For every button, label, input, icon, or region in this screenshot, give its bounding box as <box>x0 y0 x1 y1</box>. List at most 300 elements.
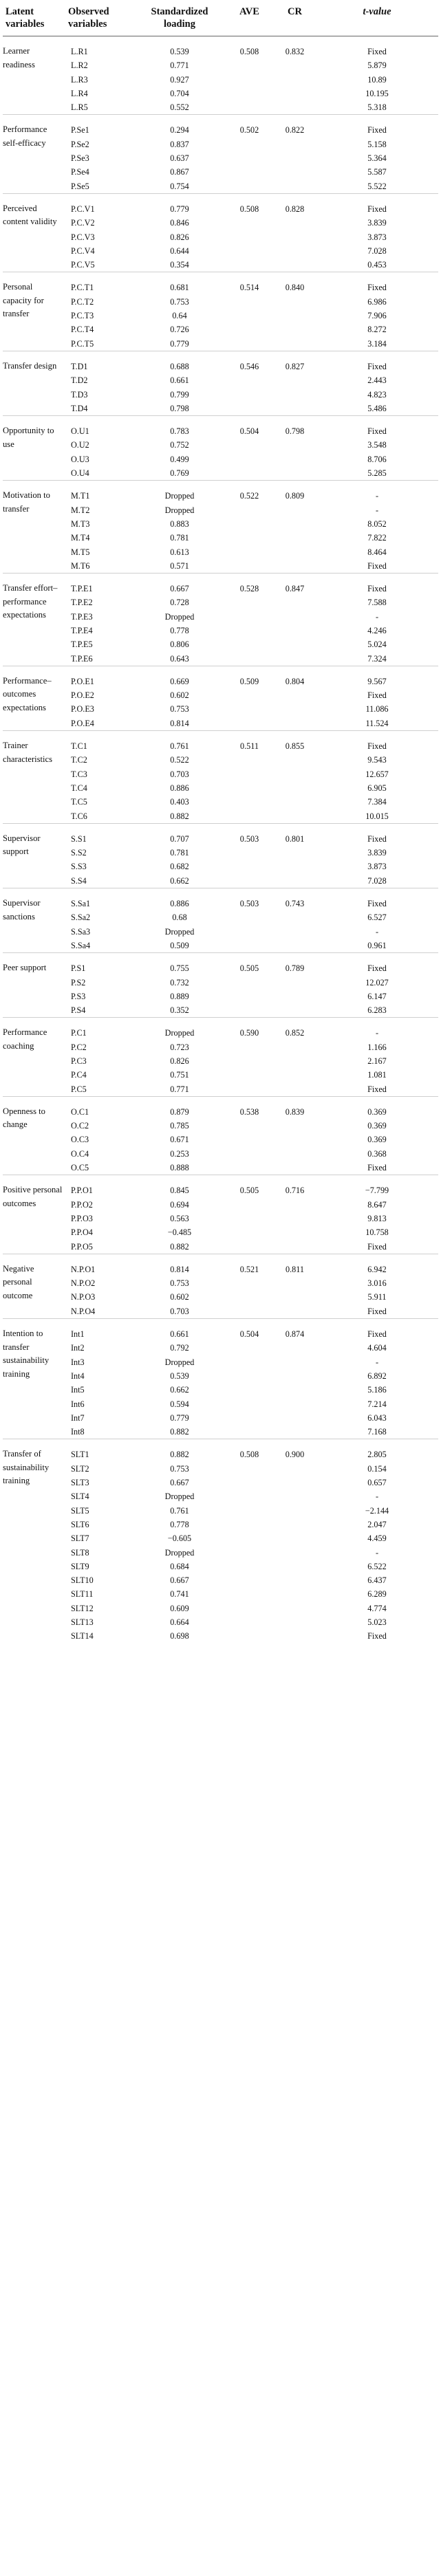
cr-value <box>274 1133 316 1146</box>
table-row <box>3 1587 438 1601</box>
table-row <box>3 179 438 194</box>
t-value: 7.028 <box>367 875 387 886</box>
ave-value <box>225 138 274 151</box>
observed-variable: P.C.V4 <box>71 245 95 256</box>
table-row <box>3 624 438 637</box>
table-row <box>3 58 438 72</box>
standardized-loading: 0.664 <box>170 1617 189 1627</box>
observed-variable: L.R2 <box>71 61 88 71</box>
ave-value <box>225 216 274 230</box>
ave-value <box>225 1504 274 1518</box>
observed-variable: P.C.T5 <box>71 338 94 349</box>
observed-variable: SLT2 <box>71 1463 89 1474</box>
table-row <box>3 1504 438 1518</box>
observed-variable: T.C2 <box>71 755 87 765</box>
t-value: Fixed <box>367 47 387 56</box>
table-row <box>3 1305 438 1319</box>
cr-value: 0.874 <box>285 1329 305 1340</box>
cr-value <box>274 976 316 990</box>
table-row <box>3 373 438 387</box>
t-value: Fixed <box>367 1306 387 1316</box>
cr-value <box>274 1518 316 1531</box>
ave-value: 0.514 <box>239 283 259 293</box>
observed-variable: T.P.E3 <box>71 611 93 622</box>
t-value: - <box>375 1492 379 1502</box>
standardized-loading: 0.563 <box>170 1213 189 1223</box>
t-value: 6.043 <box>367 1412 387 1423</box>
cr-value <box>274 517 316 531</box>
t-value: 5.364 <box>367 153 387 164</box>
ave-value <box>225 1198 274 1212</box>
table-row <box>3 809 438 824</box>
standardized-loading: −0.605 <box>167 1533 192 1544</box>
standardized-loading: 0.499 <box>170 454 189 464</box>
table-row <box>3 1546 438 1560</box>
cr-value: 0.840 <box>285 283 305 293</box>
observed-variable: P.Se4 <box>71 167 89 177</box>
ave-value <box>225 1054 274 1068</box>
ave-value <box>225 1225 274 1239</box>
observed-variable: T.D1 <box>71 361 88 371</box>
observed-variable: SLT5 <box>71 1505 89 1516</box>
table-row <box>3 517 438 531</box>
cr-value <box>274 767 316 781</box>
ave-value <box>225 1276 274 1290</box>
observed-variable: SLT14 <box>71 1631 94 1641</box>
cr-value <box>274 1531 316 1545</box>
observed-variable: O.U3 <box>71 454 89 464</box>
ave-value <box>225 874 274 888</box>
standardized-loading: 0.886 <box>170 783 189 793</box>
standardized-loading: 0.826 <box>170 232 189 242</box>
table-row <box>3 1489 438 1503</box>
table-row <box>3 323 438 336</box>
standardized-loading: 0.883 <box>170 519 189 529</box>
table-row <box>3 753 438 767</box>
latent-variable-name: Opportunity to use <box>3 426 54 449</box>
cr-value <box>274 402 316 416</box>
table-row <box>3 888 438 911</box>
cr-value <box>274 1147 316 1161</box>
cr-value: 0.855 <box>285 741 305 752</box>
t-value: 11.524 <box>365 718 389 728</box>
cr-value <box>274 1341 316 1355</box>
ave-value: 0.505 <box>239 1186 259 1196</box>
standardized-loading: 0.552 <box>170 102 189 113</box>
ave-value: 0.508 <box>239 1450 259 1460</box>
ave-value: 0.504 <box>239 1329 259 1340</box>
standardized-loading: 0.704 <box>170 88 189 98</box>
ave-value <box>225 1003 274 1018</box>
cr-value <box>274 244 316 258</box>
ave-value <box>225 100 274 115</box>
cr-value <box>274 58 316 72</box>
ave-value <box>225 624 274 637</box>
cr-value <box>274 1068 316 1082</box>
standardized-loading: 0.522 <box>170 755 189 765</box>
table-row <box>3 138 438 151</box>
table-row <box>3 87 438 100</box>
standardized-loading: Dropped <box>164 1492 195 1502</box>
ave-value <box>225 860 274 873</box>
table-row <box>3 272 438 295</box>
observed-variable: M.T1 <box>71 491 90 501</box>
standardized-loading: 0.741 <box>170 1589 189 1600</box>
t-value: 6.289 <box>367 1589 387 1600</box>
ave-value <box>225 337 274 351</box>
table-row <box>3 823 438 846</box>
standardized-loading: 0.779 <box>170 1412 189 1423</box>
standardized-loading: 0.294 <box>170 125 189 135</box>
table-row <box>3 637 438 651</box>
t-value: 6.986 <box>367 296 387 307</box>
observed-variable: T.P.E4 <box>71 625 93 635</box>
ave-value <box>225 466 274 481</box>
table-row <box>3 73 438 87</box>
cr-value: 0.804 <box>285 676 305 686</box>
standardized-loading: 0.637 <box>170 153 189 164</box>
cr-value <box>274 717 316 731</box>
ave-value <box>225 503 274 517</box>
ave-value <box>225 1355 274 1369</box>
standardized-loading: 0.667 <box>170 1478 189 1488</box>
standardized-loading: Dropped <box>164 611 195 622</box>
t-value: 10.89 <box>367 74 387 85</box>
table-row <box>3 36 438 59</box>
table-row <box>3 1082 438 1097</box>
observed-variable: O.U4 <box>71 468 89 479</box>
ave-value <box>225 323 274 336</box>
cr-value <box>274 795 316 809</box>
table-row <box>3 781 438 795</box>
cr-value <box>274 1225 316 1239</box>
table-row <box>3 1462 438 1476</box>
t-value: 8.272 <box>367 325 387 335</box>
ave-value <box>225 1212 274 1225</box>
t-value: 3.873 <box>367 862 387 872</box>
ave-value <box>225 1133 274 1146</box>
t-value: 9.543 <box>367 755 387 765</box>
observed-variable: P.O.E4 <box>71 718 94 728</box>
cr-value <box>274 925 316 939</box>
cr-value <box>274 753 316 767</box>
standardized-loading: 0.769 <box>170 468 189 479</box>
t-value: 6.905 <box>367 783 387 793</box>
t-value: 5.285 <box>367 468 387 479</box>
standardized-loading: 0.602 <box>170 1292 189 1302</box>
ave-value <box>225 910 274 924</box>
table-row <box>3 481 438 503</box>
standardized-loading: 0.661 <box>170 375 189 386</box>
observed-variable: O.C3 <box>71 1135 89 1145</box>
ave-value <box>225 795 274 809</box>
standardized-loading: 0.882 <box>170 1241 189 1252</box>
standardized-loading: 0.778 <box>170 1519 189 1529</box>
t-value: Fixed <box>367 833 387 844</box>
table-row <box>3 910 438 924</box>
observed-variable: M.T2 <box>71 505 90 515</box>
table-row <box>3 596 438 609</box>
cr-value <box>274 702 316 716</box>
t-value: 3.184 <box>367 338 387 349</box>
t-value: 6.283 <box>367 1005 387 1016</box>
table-row <box>3 1096 438 1119</box>
standardized-loading: 0.661 <box>170 1329 189 1340</box>
cr-value <box>274 910 316 924</box>
standardized-loading: 0.889 <box>170 991 189 1001</box>
standardized-loading: 0.845 <box>170 1186 189 1196</box>
cr-value <box>274 1383 316 1397</box>
ave-value: 0.522 <box>239 491 259 501</box>
ave-value <box>225 179 274 194</box>
observed-variable: S.Sa2 <box>71 913 91 923</box>
table-row <box>3 151 438 165</box>
standardized-loading: 0.698 <box>170 1631 189 1641</box>
observed-variable: P.C3 <box>71 1056 87 1066</box>
standardized-loading: 0.539 <box>170 1371 189 1381</box>
ave-value <box>225 637 274 651</box>
cr-value <box>274 138 316 151</box>
t-value: 5.158 <box>367 139 387 149</box>
cr-value <box>274 1212 316 1225</box>
table-row <box>3 731 438 754</box>
t-value: 0.369 <box>367 1121 387 1131</box>
ave-value: 0.502 <box>239 125 259 135</box>
latent-variable-name: Peer support <box>3 963 47 973</box>
standardized-loading: Dropped <box>164 1028 195 1038</box>
ave-value <box>225 73 274 87</box>
observed-variable: P.Se3 <box>71 153 89 164</box>
observed-variable: P.C.T2 <box>71 296 94 307</box>
t-value: Fixed <box>367 1084 387 1094</box>
t-value: 7.214 <box>367 1399 387 1409</box>
standardized-loading: 0.867 <box>170 167 189 177</box>
t-value: Fixed <box>367 1329 387 1340</box>
observed-variable: P.C.V1 <box>71 204 95 214</box>
observed-variable: SLT13 <box>71 1617 94 1627</box>
observed-variable: S.S3 <box>71 862 87 872</box>
table-row <box>3 990 438 1003</box>
ave-value <box>225 925 274 939</box>
standardized-loading: 0.253 <box>170 1148 189 1159</box>
standardized-loading: 0.837 <box>170 139 189 149</box>
observed-variable: SLT6 <box>71 1519 89 1529</box>
observed-variable: Int5 <box>71 1385 85 1395</box>
cr-value <box>274 230 316 244</box>
standardized-loading: 0.888 <box>170 1163 189 1173</box>
cr-value <box>274 1240 316 1254</box>
observed-variable: T.P.E5 <box>71 640 93 650</box>
standardized-loading: 0.792 <box>170 1343 189 1353</box>
ave-value <box>225 559 274 574</box>
standardized-loading: 0.761 <box>170 741 189 752</box>
t-value: 2.167 <box>367 1056 387 1066</box>
t-value: 3.839 <box>367 848 387 858</box>
ave-value <box>225 652 274 666</box>
table-row <box>3 1369 438 1383</box>
t-value: Fixed <box>367 426 387 437</box>
observed-variable: SLT12 <box>71 1603 94 1613</box>
t-value: 10.015 <box>365 811 389 821</box>
observed-variable: T.P.E1 <box>71 584 93 594</box>
observed-variable: SLT4 <box>71 1492 89 1502</box>
latent-variable-name: Trainer characteristics <box>3 741 53 764</box>
ave-value <box>225 702 274 716</box>
table-row <box>3 452 438 466</box>
standardized-loading: 0.771 <box>170 1084 189 1094</box>
ave-value: 0.590 <box>239 1028 259 1038</box>
t-value: 5.023 <box>367 1617 387 1627</box>
t-value: 4.823 <box>367 389 387 400</box>
standardized-loading: 0.754 <box>170 181 189 191</box>
table-row <box>3 438 438 452</box>
ave-value <box>225 244 274 258</box>
cr-value <box>274 100 316 115</box>
t-value: 11.086 <box>365 704 389 714</box>
latent-variable-name: Negative personal outcome <box>3 1263 34 1300</box>
observed-variable: N.P.O4 <box>71 1306 96 1316</box>
standardized-loading: 0.571 <box>170 560 189 571</box>
t-value: 7.384 <box>367 797 387 807</box>
cr-value <box>274 1290 316 1304</box>
latent-variable-name: Learner readiness <box>3 46 35 69</box>
cr-value <box>274 545 316 559</box>
t-value: 5.486 <box>367 403 387 413</box>
ave-value <box>225 309 274 323</box>
standardized-loading: 0.826 <box>170 1056 189 1066</box>
cr-value: 0.822 <box>285 125 305 135</box>
standardized-loading: 0.732 <box>170 977 189 987</box>
ave-value: 0.546 <box>239 361 259 371</box>
observed-variable: L.R3 <box>71 74 88 85</box>
table-row <box>3 244 438 258</box>
ave-value <box>225 1119 274 1133</box>
latent-variable-name: Positive personal outcomes <box>3 1185 63 1208</box>
t-value: 0.453 <box>367 260 387 270</box>
standardized-loading: 0.846 <box>170 218 189 228</box>
table-row <box>3 1476 438 1489</box>
observed-variable: T.C6 <box>71 811 87 821</box>
cr-value: 0.743 <box>285 899 305 909</box>
observed-variable: T.P.E2 <box>71 598 93 608</box>
observed-variable: O.U2 <box>71 440 89 450</box>
standardized-loading: 0.354 <box>170 260 189 270</box>
ave-value <box>225 1411 274 1425</box>
t-value: 0.369 <box>367 1135 387 1145</box>
ave-value <box>225 976 274 990</box>
t-value: Fixed <box>367 963 387 974</box>
table-row <box>3 1629 438 1643</box>
ave-value <box>225 295 274 309</box>
cr-value <box>274 1425 316 1439</box>
ave-value <box>225 1369 274 1383</box>
standardized-loading: 0.779 <box>170 204 189 214</box>
t-value: 8.052 <box>367 519 387 529</box>
cr-value: 0.716 <box>285 1186 305 1196</box>
observed-variable: P.O.E1 <box>71 676 94 686</box>
t-value: 0.657 <box>367 1478 387 1488</box>
observed-variable: M.T5 <box>71 547 90 557</box>
standardized-loading: Dropped <box>164 926 195 937</box>
standardized-loading: 0.684 <box>170 1561 189 1571</box>
t-value: 3.839 <box>367 218 387 228</box>
cr-value <box>274 1119 316 1133</box>
ave-value: 0.503 <box>239 899 259 909</box>
table-row <box>3 402 438 416</box>
observed-variable: P.C.T3 <box>71 311 94 321</box>
observed-variable: L.R1 <box>71 47 88 56</box>
ave-value <box>225 781 274 795</box>
standardized-loading: 0.509 <box>170 940 189 950</box>
ave-value <box>225 1573 274 1587</box>
ave-value <box>225 717 274 731</box>
table-row <box>3 795 438 809</box>
ave-value: 0.505 <box>239 963 259 974</box>
ave-value <box>225 165 274 179</box>
standardized-loading: 0.643 <box>170 653 189 664</box>
t-value: 4.604 <box>367 1343 387 1353</box>
table-row <box>3 1383 438 1397</box>
standardized-loading: 0.352 <box>170 1005 189 1016</box>
observed-variable: P.P.O4 <box>71 1227 93 1238</box>
standardized-loading: 0.753 <box>170 1278 189 1289</box>
t-value: 5.318 <box>367 102 387 113</box>
table-row <box>3 1602 438 1615</box>
cr-value <box>274 1411 316 1425</box>
ave-value: 0.508 <box>239 47 259 56</box>
t-value: 9.813 <box>367 1213 387 1223</box>
standardized-loading: 0.594 <box>170 1399 189 1409</box>
t-value: - <box>375 1028 379 1038</box>
cr-value <box>274 1615 316 1629</box>
cr-value: 0.811 <box>286 1264 304 1274</box>
observed-variable: N.P.O3 <box>71 1292 96 1302</box>
standardized-loading: 0.667 <box>170 584 189 594</box>
cr-value: 0.900 <box>285 1450 305 1460</box>
t-value: 6.522 <box>367 1561 387 1571</box>
t-value: Fixed <box>367 584 387 594</box>
table-row <box>3 1040 438 1054</box>
latent-variable-name: Performance–outcomes expectations <box>3 675 52 712</box>
t-value: Fixed <box>367 361 387 371</box>
cr-value <box>274 1476 316 1489</box>
t-value: - <box>375 505 379 515</box>
cr-value <box>274 1082 316 1097</box>
ave-value <box>225 596 274 609</box>
standardized-loading: 0.539 <box>170 47 189 56</box>
observed-variable: P.P.O1 <box>71 1186 93 1196</box>
table-row <box>3 1119 438 1133</box>
table-row <box>3 939 438 953</box>
table-row <box>3 193 438 216</box>
t-value: 4.246 <box>367 625 387 635</box>
observed-variable: S.Sa3 <box>71 926 91 937</box>
observed-variable: Int3 <box>71 1357 85 1367</box>
t-value: Fixed <box>367 204 387 214</box>
ave-value <box>225 1462 274 1476</box>
t-value: 2.443 <box>367 375 387 386</box>
table-row <box>3 925 438 939</box>
t-value: 5.522 <box>367 181 387 191</box>
table-row <box>3 1615 438 1629</box>
observed-variable: T.C4 <box>71 783 87 793</box>
cr-value <box>274 503 316 517</box>
cr-value <box>274 337 316 351</box>
cr-value: 0.832 <box>285 47 305 56</box>
standardized-loading: 0.753 <box>170 704 189 714</box>
ave-value <box>225 1587 274 1601</box>
ave-value <box>225 1476 274 1489</box>
